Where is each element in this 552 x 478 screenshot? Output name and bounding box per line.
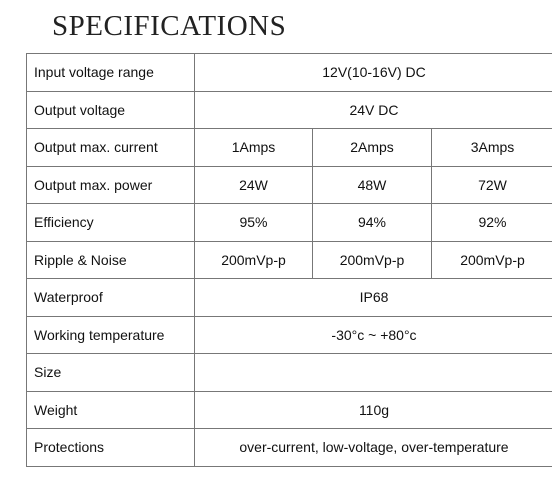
table-row [27, 204, 552, 242]
row-label: Output max. power [27, 166, 195, 204]
row-value: 12V(10-16V) DC [195, 54, 552, 92]
table-row [27, 91, 552, 129]
table-row [27, 241, 552, 279]
row-value: 92% [432, 204, 552, 242]
table-row [27, 166, 552, 204]
table-row [27, 391, 552, 429]
row-label: Protections [27, 429, 195, 467]
row-value: 24W [195, 166, 313, 204]
row-value: 1Amps [195, 129, 313, 167]
row-value: 200mVp-p [195, 241, 313, 279]
row-label: Output max. current [27, 129, 195, 167]
row-value: 94% [313, 204, 432, 242]
table-row [27, 316, 552, 354]
row-value: 24V DC [195, 91, 552, 129]
row-value: 3Amps [432, 129, 552, 167]
row-value: 72W [432, 166, 552, 204]
row-value: 200mVp-p [432, 241, 552, 279]
row-label: Ripple & Noise [27, 241, 195, 279]
table-row [27, 129, 552, 167]
row-value: 2Amps [313, 129, 432, 167]
page-title: SPECIFICATIONS [52, 10, 287, 42]
row-label: Output voltage [27, 91, 195, 129]
table-row [27, 54, 552, 92]
row-value: 95% [195, 204, 313, 242]
table-row [27, 279, 552, 317]
table-row [27, 354, 552, 392]
row-label: Working temperature [27, 316, 195, 354]
row-value: -30°c ~ +80°c [195, 316, 552, 354]
row-label: Input voltage range [27, 54, 195, 92]
row-value: 48W [313, 166, 432, 204]
row-label: Waterproof [27, 279, 195, 317]
row-value: IP68 [195, 279, 552, 317]
specifications-table [26, 53, 552, 467]
row-label: Weight [27, 391, 195, 429]
row-value: 200mVp-p [313, 241, 432, 279]
row-value [195, 354, 552, 392]
row-label: Efficiency [27, 204, 195, 242]
table-row [27, 429, 552, 467]
row-value: 110g [195, 391, 552, 429]
row-value: over-current, low-voltage, over-temperature [195, 429, 552, 467]
row-label: Size [27, 354, 195, 392]
